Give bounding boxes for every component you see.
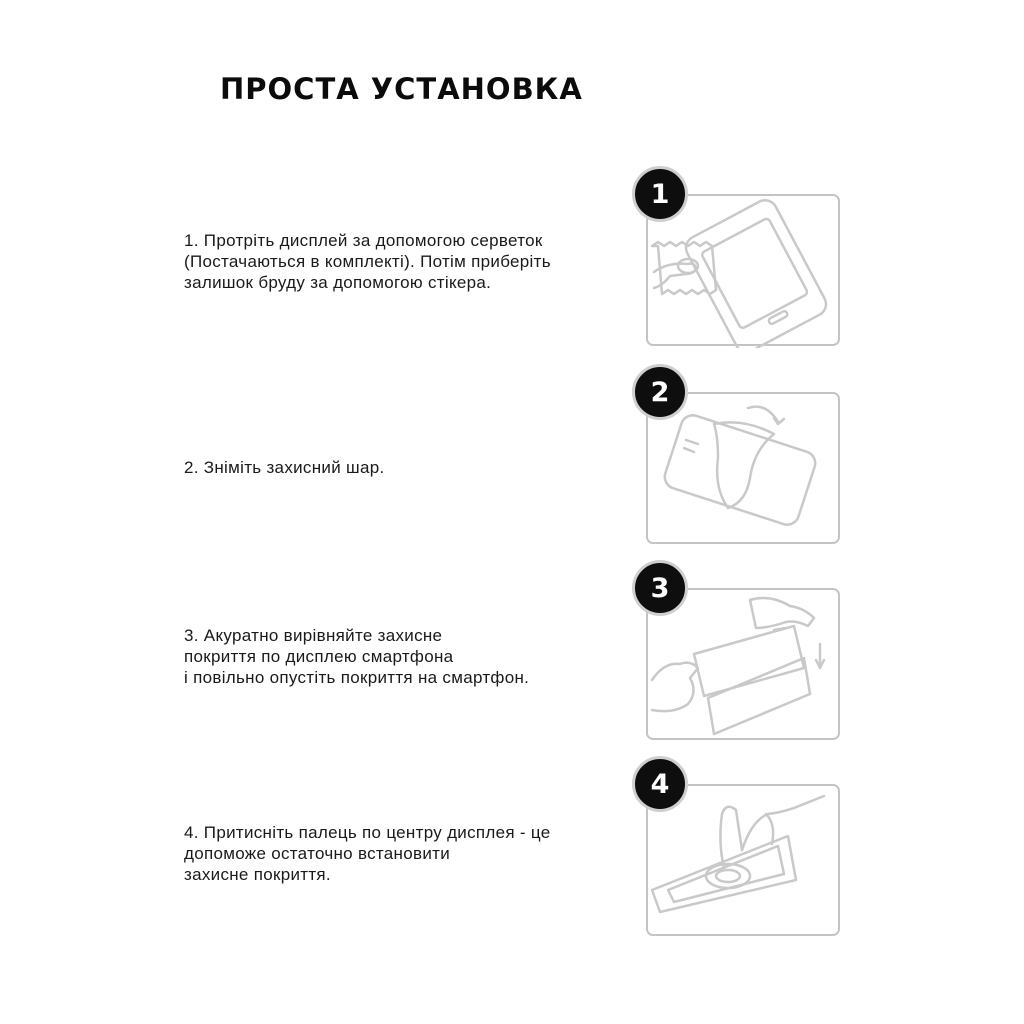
step-1-text <box>184 230 624 293</box>
step-1-line-3: залишок бруду за допомогою стікера. <box>184 273 492 292</box>
align-film-icon <box>648 590 842 742</box>
step-4-text <box>184 822 624 885</box>
step-4-line-3: захисне покриття. <box>184 865 331 884</box>
step-1-line-1: 1. Протріть дисплей за допомогою серветок <box>184 231 543 250</box>
step-3-line-2: покриття по дисплею смартфона <box>184 647 454 666</box>
step-2-number-badge: 2 <box>632 364 688 420</box>
peel-film-icon <box>648 394 842 546</box>
wipe-screen-icon <box>648 196 842 348</box>
step-3-line-1: 3. Акуратно вирівняйте захисне <box>184 626 443 645</box>
step-2-line-1: 2. Зніміть захисний шар. <box>184 458 385 477</box>
page-title: ПРОСТА УСТАНОВКА <box>220 72 583 106</box>
step-4-line-2: допоможе остаточно встановити <box>184 844 451 863</box>
step-2-text <box>184 457 624 478</box>
step-3-number-badge: 3 <box>632 560 688 616</box>
step-3-line-3: і повільно опустіть покриття на смартфон. <box>184 668 530 687</box>
step-4-line-1: 4. Притисніть палець по центру дисплея - це <box>184 823 551 842</box>
press-center-icon <box>648 786 842 938</box>
step-4-number-badge: 4 <box>632 756 688 812</box>
step-1-line-2: (Постачаються в комплекті). Потім приберіть <box>184 252 551 271</box>
step-3-text <box>184 625 624 688</box>
step-1-number-badge: 1 <box>632 166 688 222</box>
